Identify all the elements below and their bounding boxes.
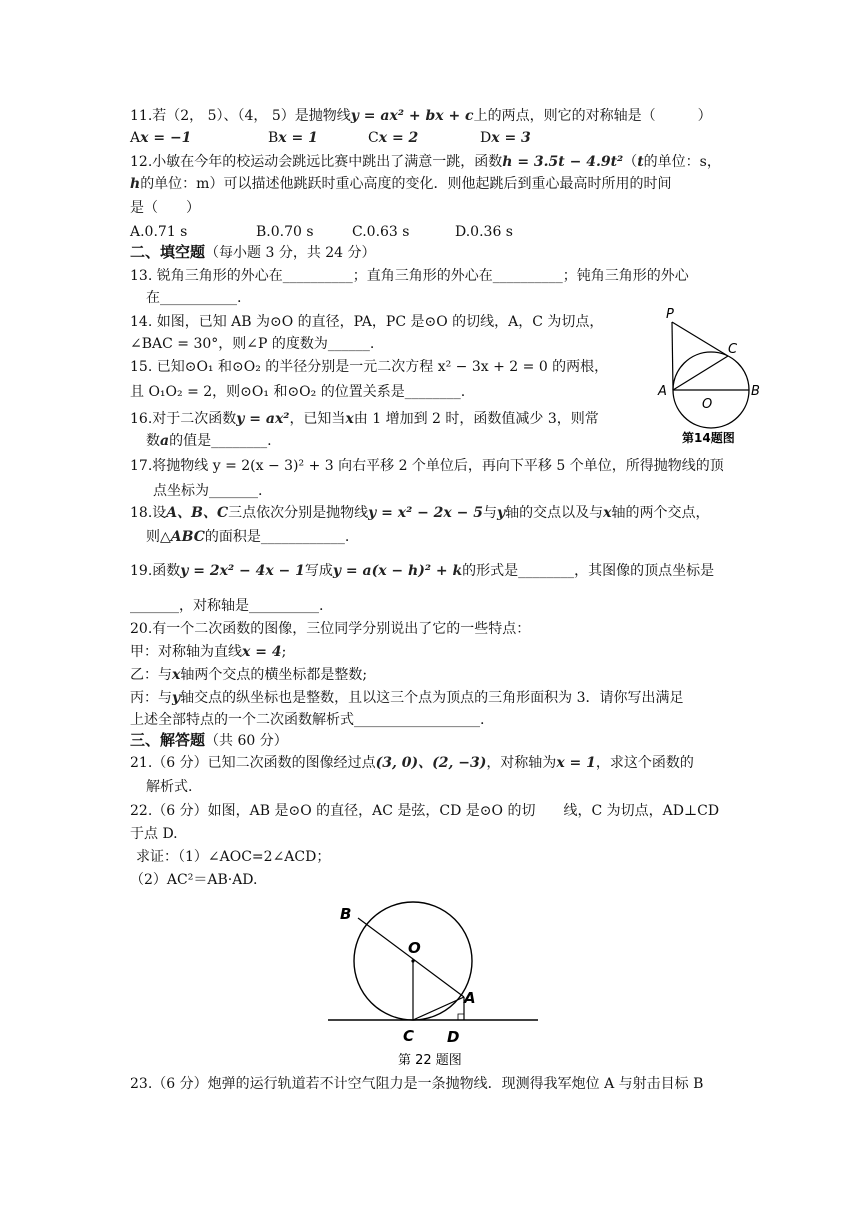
q20-bing: 丙：与y轴交点的纵坐标也是整数，且以这三个点为顶点的三角形面积为 3．请你写出满足: [130, 690, 684, 706]
q19-line1: 19.函数y = 2x² − 4x − 1写成y = a(x − h)² + k的形式是________，其图像的顶点坐标是: [130, 563, 715, 579]
fig22-right-angle-mark: [458, 1014, 464, 1020]
q22-proof-1: 求证：（1）∠AOC=2∠ACD；: [136, 849, 331, 865]
q12-option-b: B.0.70 s: [256, 224, 314, 240]
figure-22: [320, 888, 550, 1068]
q20-line1: 20.有一个二次函数的图像，三位同学分别说出了它的一些特点：: [130, 621, 531, 637]
fig22-label-d: D: [447, 1028, 460, 1046]
q21-line2: 解析式.: [146, 779, 193, 795]
q22-line1: 22.（6 分）如图，AB 是⊙O 的直径，AC 是弦，CD 是⊙O 的切 线，C 为切点，AD⊥CD: [130, 803, 720, 819]
q11-option-d: Dx = 3: [480, 130, 531, 146]
q12-option-a: A.0.71 s: [130, 224, 188, 240]
fig22-label-c: C: [403, 1027, 415, 1045]
q11-option-b: Bx = 1: [268, 130, 318, 146]
q19-line2: _______，对称轴是__________.: [130, 598, 324, 614]
fig22-caption: 第 22 题图: [398, 1053, 462, 1068]
fig22-label-a: A: [464, 989, 476, 1007]
q14-line1: 14. 如图，已知 AB 为⊙O 的直径，PA，PC 是⊙O 的切线，A，C 为切点，: [130, 314, 604, 330]
fig22-label-b: B: [340, 905, 352, 923]
q20-yi: 乙：与x轴两个交点的横坐标都是整数;: [130, 667, 368, 683]
q20-last: 上述全部特点的一个二次函数解析式__________________.: [130, 712, 485, 728]
fig14-caption: 第14题图: [682, 431, 735, 445]
q12-line3: 是（ ）: [130, 200, 200, 216]
fig14-label-b: B: [751, 384, 760, 399]
q20-jia: 甲：对称轴为直线x = 4;: [130, 644, 287, 660]
q11-expr: y = ax² + bx + c: [350, 108, 474, 124]
q17-line2: 点坐标为_______.: [153, 483, 263, 499]
fig22-label-o: O: [408, 939, 421, 957]
q11-option-a: Ax = −1: [130, 130, 192, 146]
fig22-diameter-ab: [358, 918, 464, 997]
fig22-center-dot: [411, 959, 414, 962]
fig14-label-o: O: [702, 397, 713, 412]
q12-line2: h的单位：m）可以描述他跳跃时重心高度的变化．则他起跳后到重心最高时所用的时间: [130, 176, 672, 192]
q18-line2: 则△ABC的面积是____________.: [146, 529, 350, 545]
q12-line1: 12.小敏在今年的校运动会跳远比赛中跳出了满意一跳，函数h = 3.5t − 4.9t²（t的单位：s，: [130, 154, 721, 170]
section-fill-in-title: 二、填空题（每小题 3 分，共 24 分）: [130, 243, 376, 261]
q11-option-c: Cx = 2: [368, 130, 419, 146]
q13-line1: 13. 锐角三角形的外心在__________；直角三角形的外心在__________；钝角三角形的外心: [130, 268, 689, 284]
q22-line2: 于点 D.: [130, 826, 178, 842]
section-answer-title: 三、解答题（共 60 分）: [130, 731, 288, 749]
q13-line2: 在___________.: [146, 290, 242, 306]
q16-line2: 数a的值是________.: [146, 433, 272, 449]
fig14-chord-ac: [673, 356, 728, 390]
fig14-label-p: P: [666, 307, 674, 322]
q12-expr: h = 3.5t − 4.9t²: [502, 154, 624, 170]
q15-line1: 15. 已知⊙O₁ 和⊙O₂ 的半径分别是一元二次方程 x² − 3x + 2 = 0 的两根，: [130, 359, 609, 375]
q22-proof-2: （2）AC²＝AB·AD.: [130, 872, 258, 888]
q11-stem: 11.若（2， 5）、（4， 5）是抛物线y = ax² + bx + c上的两点，则它的对称轴是（ ）: [130, 108, 712, 124]
q15-line2: 且 O₁O₂ = 2，则⊙O₁ 和⊙O₂ 的位置关系是________.: [130, 384, 466, 400]
fig14-tangent-pc: [672, 322, 728, 356]
q17-line1: 17.将抛物线 y = 2(x − 3)² + 3 向右平移 2 个单位后，再向下平移 5 个单位，所得抛物线的顶: [130, 458, 724, 474]
q12-option-c: C.0.63 s: [352, 224, 410, 240]
q23-line1: 23.（6 分）炮弹的运行轨道若不计空气阻力是一条抛物线．现测得我军炮位 A 与射击目标 B: [130, 1076, 704, 1092]
q12-option-d: D.0.36 s: [455, 224, 513, 240]
q18-line1: 18.设A、B、C三点依次分别是抛物线y = x² − 2x − 5与y轴的交点以及与x轴的两个交点，: [130, 505, 710, 521]
q16-line1: 16.对于二次函数y = ax²，已知当x由 1 增加到 2 时，函数值减少 3，则常: [130, 411, 599, 427]
q21-line1: 21.（6 分）已知二次函数的图像经过点(3, 0)、(2, −3)，对称轴为x = 1，求这个函数的: [130, 755, 694, 771]
fig22-chord-ac: [413, 997, 464, 1020]
figure-14: [650, 300, 770, 450]
fig14-label-c: C: [728, 342, 738, 357]
fig14-tangent-pa: [672, 322, 673, 390]
q14-line2: ∠BAC = 30°，则∠P 的度数为______.: [130, 336, 375, 352]
fig14-label-a: A: [658, 384, 667, 399]
